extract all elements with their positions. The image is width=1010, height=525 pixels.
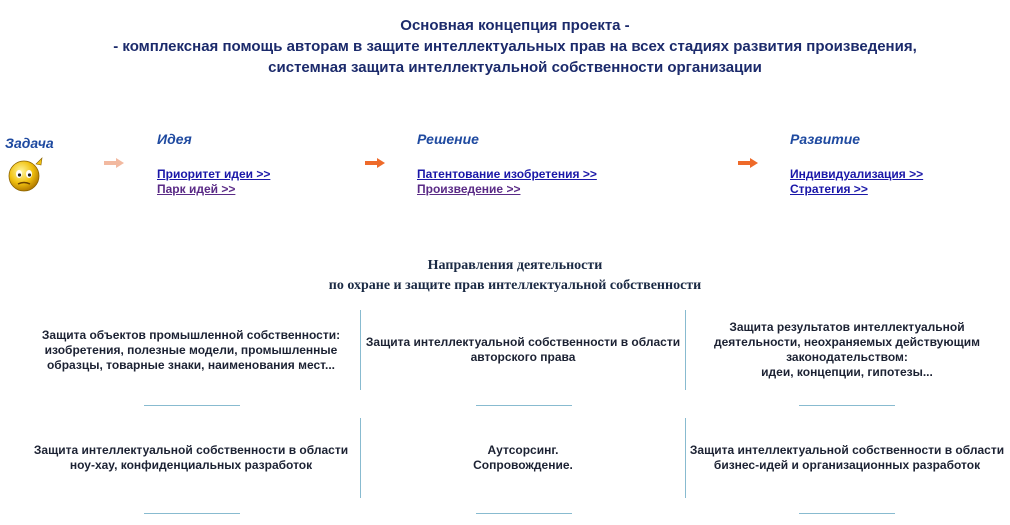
step-task-title: Задача — [5, 135, 54, 151]
grid-divider — [799, 405, 895, 406]
link-strategy[interactable]: Стратегия >> — [790, 182, 868, 196]
arrow-right-icon — [738, 158, 758, 168]
link-work[interactable]: Произведение >> — [417, 182, 521, 196]
direction-know-how[interactable]: Защита интеллектуальной собственности в области ноу-хау, конфиденциальных разработок — [33, 443, 349, 472]
grid-divider — [685, 310, 686, 390]
directions-title-line-1: Направления деятельности — [427, 258, 603, 273]
direction-business-ideas[interactable]: Защита интеллектуальной собственности в области бизнес-идей и организационных разработок — [689, 443, 1005, 472]
link-patenting[interactable]: Патентование изобретения >> — [417, 167, 597, 181]
step-development-title: Развитие — [790, 131, 861, 147]
smiley-icon — [8, 156, 46, 194]
direction-industrial-property[interactable]: Защита объектов промышленной собственности: изобретения, полезные модели, промышленные образцы, товарные знаки, наименования мест... — [41, 327, 341, 372]
grid-divider — [685, 418, 686, 498]
direction-outsourcing[interactable]: Аутсорсинг. Сопровождение. — [473, 443, 573, 472]
direction-copyright[interactable]: Защита интеллектуальной собственности в области авторского права — [365, 335, 681, 364]
directions-title-line-2: по охране и защите прав интеллектуальной собственности — [328, 278, 702, 293]
arrow-right-icon — [104, 158, 124, 168]
step-solution-title: Решение — [417, 131, 479, 147]
grid-divider — [144, 405, 240, 406]
arrow-right-icon — [365, 158, 385, 168]
grid-divider — [799, 513, 895, 514]
grid-divider — [360, 418, 361, 498]
link-idea-priority[interactable]: Приоритет идеи >> — [157, 167, 271, 181]
link-individualization[interactable]: Индивидуализация >> — [790, 167, 924, 181]
grid-divider — [144, 513, 240, 514]
directions-title — [0, 256, 1010, 296]
page-header — [0, 15, 1010, 78]
header-line-1: Основная концепция проекта - — [400, 17, 630, 34]
step-idea-title: Идея — [157, 131, 192, 147]
link-idea-park[interactable]: Парк идей >> — [157, 182, 236, 196]
grid-divider — [476, 405, 572, 406]
header-line-2: - комплексная помощь авторам в защите интеллектуальных прав на всех стадиях развития произведения, — [113, 38, 917, 55]
header-line-3: системная защита интеллектуальной собственности организации — [268, 59, 762, 76]
grid-divider — [360, 310, 361, 390]
grid-divider — [476, 513, 572, 514]
direction-unprotected-results[interactable]: Защита результатов интеллектуальной деятельности, неохраняемых действующим законодательством: идеи, концепции, гипотезы... — [714, 320, 980, 379]
